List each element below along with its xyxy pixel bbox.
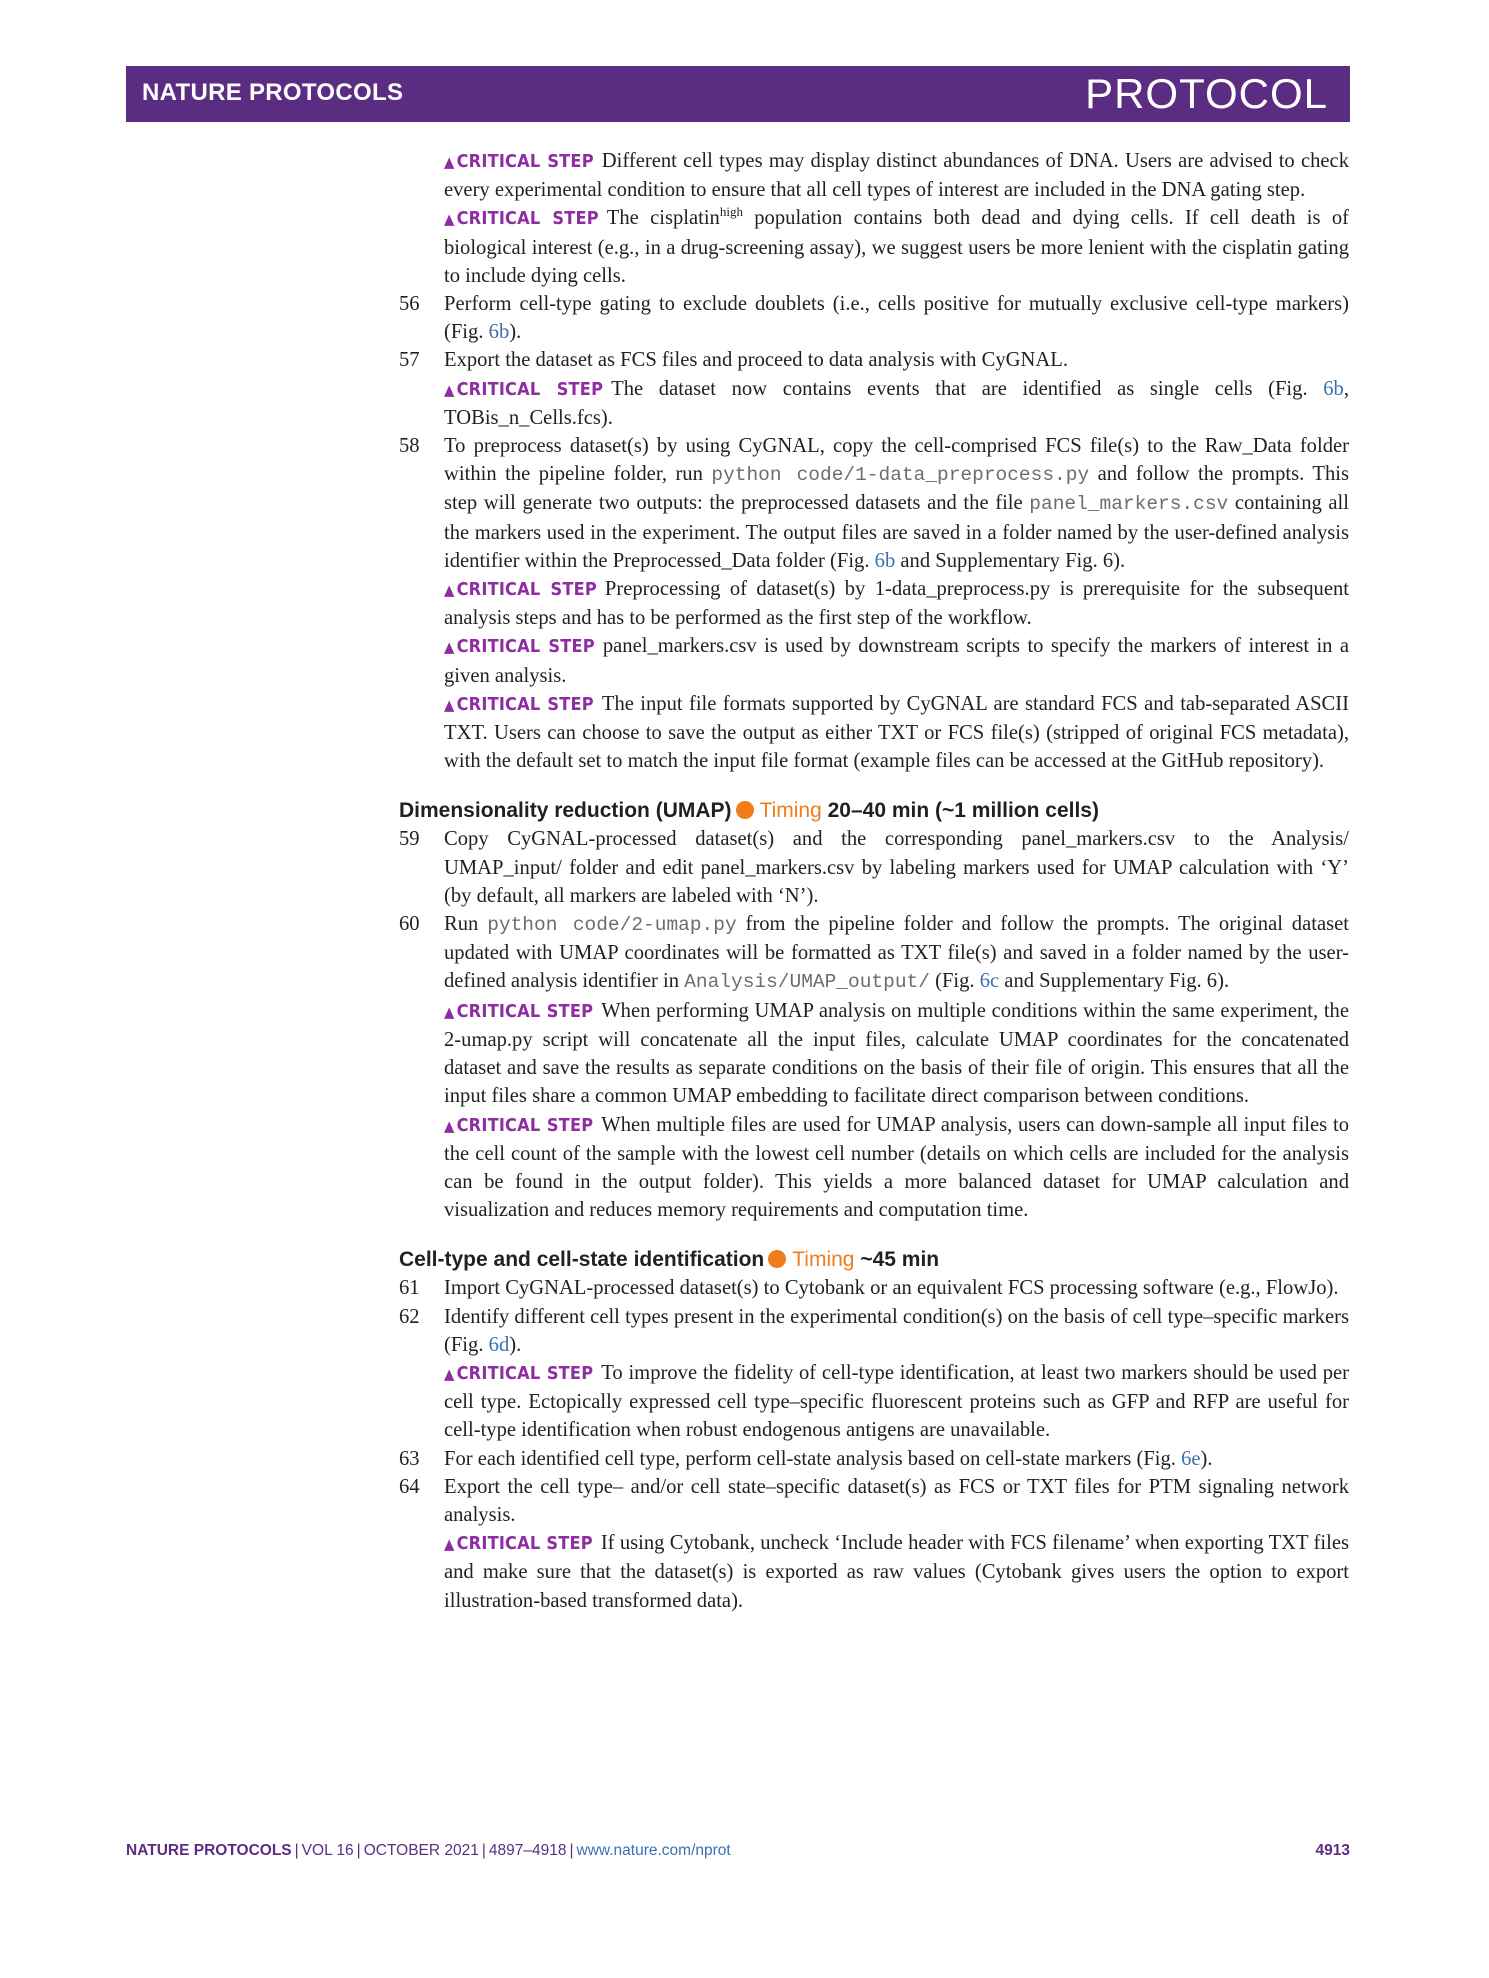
critical-step-note: ▲ CRITICAL STEP The cisplatin$^{high}$ population contains both dead and dying cells. If cell death is of biological interest (e.g., in a drug-screening assay), we suggest users be more lenient with the cisplatin gating to include dying cells. <box>444 204 1349 287</box>
critical-step-label: ▲ CRITICAL STEP <box>444 694 594 715</box>
timing-label: Timing <box>792 1248 855 1272</box>
footer-date: OCTOBER 2021 <box>363 1842 479 1859</box>
code-command: python code/1-data_preprocess.py <box>711 464 1090 487</box>
footer-url-link[interactable]: www.nature.com/nprot <box>576 1842 731 1859</box>
critical-step-note: ▲ CRITICAL STEP panel_markers.csv is used by downstream scripts to specify the markers of interest in a given analysis. <box>444 635 1349 687</box>
procedure-step-62: 62 Identify different cell types present in the experimental condition(s) on the basis of cell type–specific markers (Fig. 6d). <box>399 1303 1349 1359</box>
footer-separator: | <box>294 1842 299 1859</box>
step-number: 62 <box>399 1305 420 1328</box>
timing-dot-icon <box>768 1250 786 1268</box>
footer-separator: | <box>481 1842 486 1859</box>
section-heading-cell-type: Cell-type and cell-state identification Timing ~45 min <box>399 1248 940 1272</box>
procedure-step-60: 60 Run python code/2-umap.py from the pipeline folder and follow the prompts. The original dataset updated with UMAP coordinates will be formatted as TXT file(s) and saved in a folder named by the user-defined analysis identifier in Analysis/UMAP_output/ (Fig. 6c and Supplementary Fig. 6). <box>399 910 1349 997</box>
critical-step-label: ▲ CRITICAL STEP <box>444 151 594 172</box>
critical-step-note: ▲ CRITICAL STEP If using Cytobank, uncheck ‘Include header with FCS filename’ when exporting TXT files and make sure that the dataset(s) is exported as raw values (Cytobank gives users the option to export illustration-based transformed data). <box>444 1532 1350 1612</box>
warning-triangle-icon: ▲ <box>444 581 455 600</box>
code-filename: panel_markers.csv <box>1029 493 1229 516</box>
step-number: 57 <box>399 349 420 372</box>
page-number: 4913 <box>1315 1842 1350 1859</box>
running-header <box>126 66 1350 122</box>
timing-dot-icon <box>736 801 754 819</box>
header-article-type: PROTOCOL <box>1085 70 1328 117</box>
critical-step-label: ▲ CRITICAL STEP <box>444 636 595 657</box>
critical-step-note: ▲ CRITICAL STEP When performing UMAP analysis on multiple conditions within the same experiment, the 2-umap.py script will concatenate all the input files, calculate UMAP coordinates for the concatenated dataset and save the results as separate conditions on the basis of their file of origin. This ensures that all the input files share a common UMAP embedding to facilitate direct comparison between conditions. <box>444 999 1349 1108</box>
procedure-step-64: 64 Export the cell type– and/or cell state–specific dataset(s) as FCS or TXT files for PTM signaling network analysis. <box>399 1473 1349 1529</box>
critical-step-label: ▲ CRITICAL STEP <box>444 579 597 600</box>
critical-step-note: ▲ CRITICAL STEP The dataset now contains events that are identified as single cells (Fig. 6b, TOBis_n_Cells.fcs). <box>444 377 1349 429</box>
step-number: 60 <box>399 913 420 936</box>
critical-step-note: ▲ CRITICAL STEP Different cell types may display distinct abundances of DNA. Users are advised to check every experimental condition to ensure that all cell types of interest are included in the DNA gating step. <box>444 150 1349 202</box>
critical-step-label: ▲ CRITICAL STEP <box>444 1115 593 1136</box>
procedure-step-57: 57 Export the dataset as FCS files and proceed to data analysis with CyGNAL. <box>399 346 1349 374</box>
timing-value: 20–40 min (~1 million cells) <box>827 799 1099 823</box>
warning-triangle-icon: ▲ <box>444 153 455 171</box>
critical-step-label: ▲ CRITICAL STEP <box>444 1001 593 1022</box>
figure-link[interactable]: 6b <box>1323 377 1344 400</box>
step-number: 59 <box>399 828 420 851</box>
critical-step-label: ▲ CRITICAL STEP <box>444 1533 593 1554</box>
timing-label: Timing <box>759 799 822 823</box>
procedure-step-58: 58 To preprocess dataset(s) by using CyGNAL, copy the cell-comprised FCS file(s) to the Raw_Data folder within the pipeline folder, run python code/1-data_preprocess.py and follow the prompts. This step will generate two outputs: the preprocessed datasets and the file panel_markers.csv containing all the markers used in the experiment. The output files are saved in a folder named by the user-defined analysis identifier within the Preprocessed_Data folder (Fig. 6b and Supplementary Fig. 6). <box>399 432 1349 575</box>
footer-separator: | <box>356 1842 361 1859</box>
procedure-step-56: 56 Perform cell-type gating to exclude doublets (i.e., cells positive for mutually exclusive cell-type markers) (Fig. 6b). <box>399 290 1349 346</box>
figure-link[interactable]: 6c <box>979 970 1000 993</box>
procedure-step-61: 61 Import CyGNAL-processed dataset(s) to Cytobank or an equivalent FCS processing software (e.g., FlowJo). <box>399 1274 1349 1302</box>
warning-triangle-icon: ▲ <box>444 380 455 399</box>
warning-triangle-icon: ▲ <box>444 1535 455 1554</box>
footer-journal-name: NATURE PROTOCOLS <box>126 1842 292 1859</box>
warning-triangle-icon: ▲ <box>444 210 455 229</box>
procedure-step-59: 59 Copy CyGNAL-processed dataset(s) and the corresponding panel_markers.csv to the Analysis/ UMAP_input/ folder and edit panel_markers.csv by labeling markers used for UMAP calculation with ‘Y’ (by default, all markers are labeled with ‘N’). <box>399 825 1349 910</box>
step-number: 63 <box>399 1447 420 1470</box>
running-footer <box>126 1842 1350 1866</box>
header-journal-name: NATURE PROTOCOLS <box>142 79 404 106</box>
critical-step-note: ▲ CRITICAL STEP When multiple files are used for UMAP analysis, users can down-sample all input files to the cell count of the sample with the lowest cell number (details on which cells are included for the analysis can be found in the output folder). This yields a more balanced dataset for UMAP calculation and visualization and reduces memory requirements and computation time. <box>444 1113 1349 1222</box>
step-number: 56 <box>399 293 420 316</box>
figure-link[interactable]: 6b <box>874 549 896 572</box>
step-number: 58 <box>399 435 420 458</box>
critical-step-label: ▲ CRITICAL STEP <box>444 1363 593 1384</box>
footer-volume: VOL 16 <box>301 1842 354 1859</box>
figure-link[interactable]: 6b <box>488 321 510 344</box>
procedure-step-63: 63 For each identified cell type, perform cell-state analysis based on cell-state markers (Fig. 6e). <box>399 1445 1349 1473</box>
footer-separator: | <box>569 1842 574 1859</box>
timing-value: ~45 min <box>860 1248 940 1272</box>
critical-step-label: ▲ CRITICAL STEP <box>444 208 599 229</box>
critical-step-label: ▲ CRITICAL STEP <box>444 379 603 400</box>
footer-page-range: 4897–4918 <box>488 1842 567 1859</box>
article-body <box>399 147 1349 1615</box>
warning-triangle-icon: ▲ <box>444 1364 455 1383</box>
step-number: 61 <box>399 1277 420 1300</box>
critical-step-note: ▲ CRITICAL STEP Preprocessing of dataset(s) by 1-data_preprocess.py is prerequisite for the subsequent analysis steps and has to be performed as the first step of the workflow. <box>444 578 1349 630</box>
figure-link[interactable]: 6e <box>1181 1447 1201 1470</box>
code-path: Analysis/UMAP_output/ <box>684 971 930 994</box>
warning-triangle-icon: ▲ <box>444 1116 455 1135</box>
section-heading-umap: Dimensionality reduction (UMAP) Timing 20–40 min (~1 million cells) <box>399 799 1099 823</box>
step-number: 64 <box>399 1475 420 1498</box>
critical-step-note: ▲ CRITICAL STEP The input file formats supported by CyGNAL are standard FCS and tab-separated ASCII TXT. Users can choose to save the output as either TXT or FCS file(s) (stripped of original FCS metadata), with the default set to match the input file format (example files can be accessed at the GitHub repository). <box>444 692 1349 773</box>
critical-step-note: ▲ CRITICAL STEP To improve the fidelity of cell-type identification, at least two markers should be used per cell type. Ectopically expressed cell type–specific fluorescent proteins such as GFP and RFP are useful for cell-type identification when robust endogenous antigens are unavailable. <box>444 1361 1349 1442</box>
warning-triangle-icon: ▲ <box>444 695 455 714</box>
code-command: python code/2-umap.py <box>487 914 737 937</box>
figure-link[interactable]: 6d <box>488 1333 510 1356</box>
warning-triangle-icon: ▲ <box>444 638 455 657</box>
warning-triangle-icon: ▲ <box>444 1002 455 1021</box>
